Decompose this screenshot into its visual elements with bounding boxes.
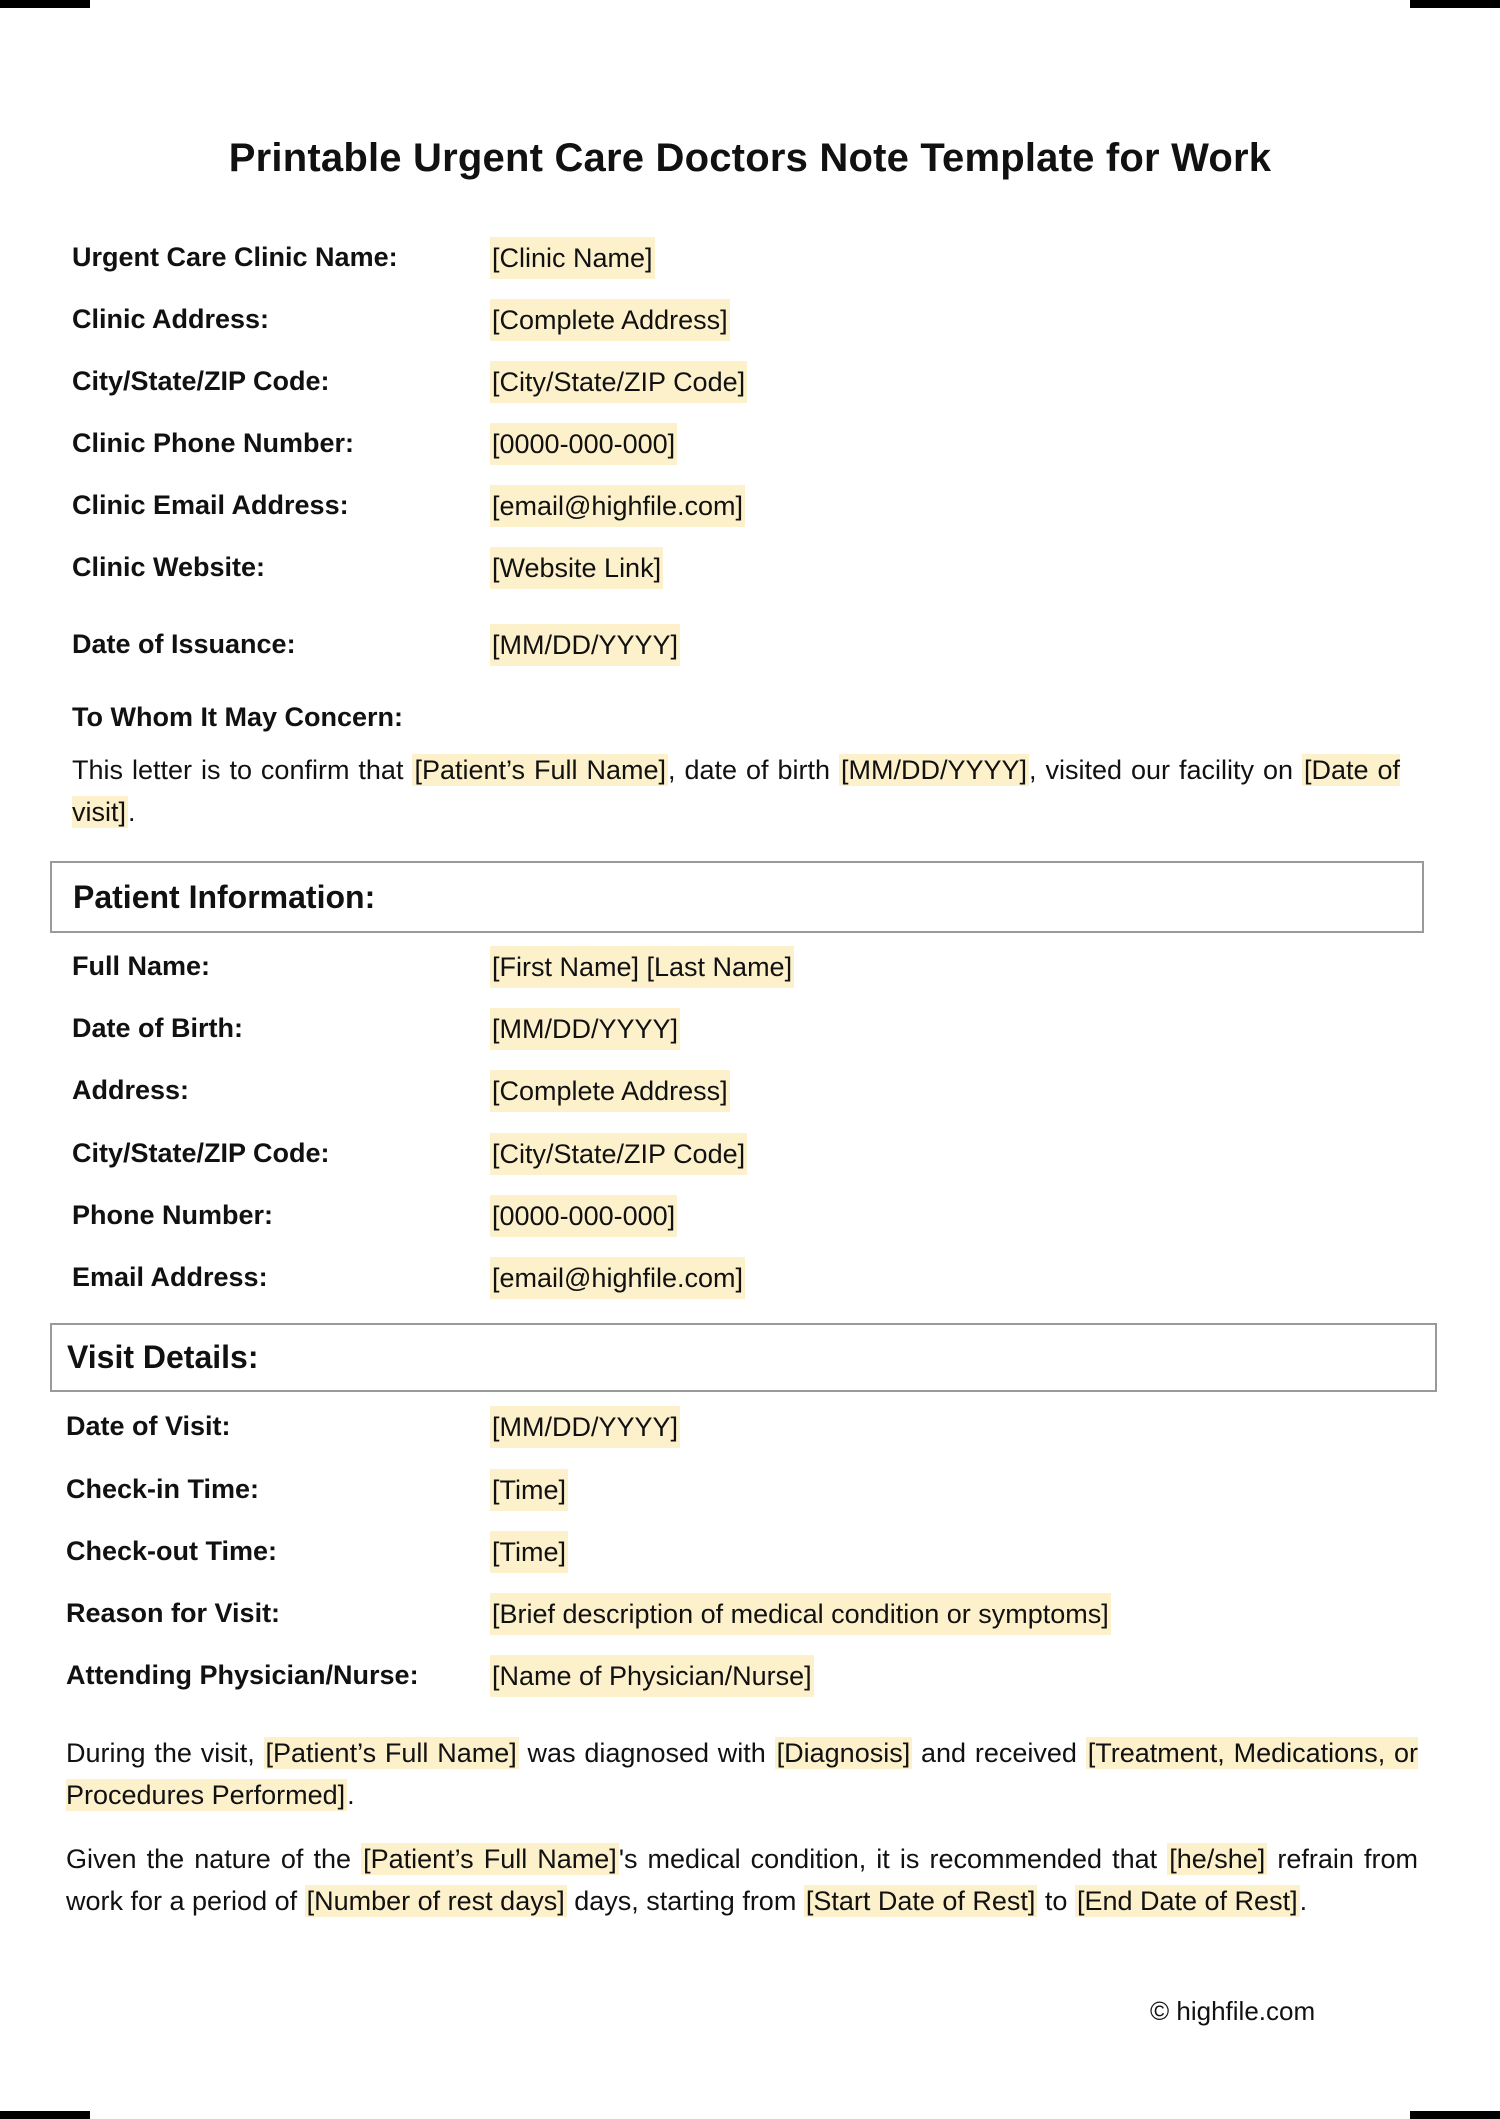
check-in-row [66,1469,1422,1509]
intro-text: This letter is to confirm that [72,755,413,785]
placeholder-patient-name[interactable]: [Patient’s Full Name] [265,1738,517,1768]
field-label: Date of Birth: [72,1013,243,1043]
paragraph-text: refrain from work for a period of [66,1844,1418,1916]
field-label: Check-out Time: [66,1536,278,1566]
placeholder-pronoun[interactable]: [he/she] [1169,1844,1266,1874]
clinic-address-row [72,299,1422,339]
clinic-city-row [72,361,1422,401]
placeholder-treatment[interactable]: [Treatment, Medications, or Procedures Performed] [66,1738,1419,1810]
field-label: Attending Physician/Nurse: [66,1660,419,1690]
field-value[interactable]: [Website Link] [490,547,663,589]
patient-name-row [72,946,1422,986]
placeholder-diagnosis[interactable]: [Diagnosis] [776,1738,911,1768]
intro-text: , date of birth [667,755,839,785]
field-value[interactable]: [Brief description of medical condition or symptoms] [490,1593,1111,1635]
field-value[interactable]: [0000-000-000] [490,423,677,465]
rest-paragraph [66,1838,1418,1922]
field-label: Check-in Time: [66,1474,260,1504]
field-label: Address: [72,1075,190,1105]
diagnosis-paragraph [66,1732,1418,1816]
clinic-email-row [72,485,1422,525]
field-value[interactable]: [Clinic Name] [490,237,655,279]
placeholder-rest-days[interactable]: [Number of rest days] [306,1886,565,1916]
physician-row [66,1655,1422,1695]
field-label: City/State/ZIP Code: [72,1138,330,1168]
field-value[interactable]: [email@highfile.com] [490,1257,745,1299]
field-label: Email Address: [72,1262,268,1292]
document-title: Printable Urgent Care Doctors Note Template for Work [228,136,1272,180]
paragraph-text: was diagnosed with [518,1738,775,1768]
placeholder-patient-name[interactable]: [Patient’s Full Name] [414,755,666,785]
intro-paragraph [72,749,1400,833]
field-label: Full Name: [72,951,211,981]
field-label: Date of Issuance: [72,629,296,659]
field-value[interactable]: [City/State/ZIP Code] [490,1133,747,1175]
field-value[interactable]: [Time] [490,1531,568,1573]
paragraph-text: 's medical condition, it is recommended that [618,1844,1168,1874]
section-heading: Visit Details: [67,1339,259,1375]
corner-mark-top-left [0,0,90,8]
visit-reason-row [66,1593,1422,1633]
field-value[interactable]: [Time] [490,1469,568,1511]
field-label: Clinic Email Address: [72,490,349,520]
field-value[interactable]: [City/State/ZIP Code] [490,361,747,403]
placeholder-dob[interactable]: [MM/DD/YYYY] [840,755,1027,785]
field-label: Clinic Phone Number: [72,428,355,458]
clinic-name-row [72,237,1422,277]
corner-mark-top-right [1410,0,1500,8]
placeholder-start-date[interactable]: [Start Date of Rest] [805,1886,1036,1916]
patient-phone-row [72,1195,1422,1235]
paragraph-text: to [1037,1886,1075,1916]
paragraph-text: . [347,1780,355,1810]
patient-dob-row [72,1008,1422,1048]
intro-text: . [128,797,136,827]
field-label: Reason for Visit: [66,1598,281,1628]
field-value[interactable]: [0000-000-000] [490,1195,677,1237]
field-label: Date of Visit: [66,1411,231,1441]
check-out-row [66,1531,1422,1571]
field-value[interactable]: [Complete Address] [490,1070,730,1112]
field-value[interactable]: [email@highfile.com] [490,485,745,527]
field-label: Clinic Website: [72,552,266,582]
field-value[interactable]: [Name of Physician/Nurse] [490,1655,814,1697]
placeholder-visit-date[interactable]: [Date of visit] [72,755,1400,827]
paragraph-text: and received [912,1738,1086,1768]
field-value[interactable]: [MM/DD/YYYY] [490,1406,680,1448]
field-value[interactable]: [MM/DD/YYYY] [490,624,680,666]
patient-city-row [72,1133,1422,1173]
patient-info-heading-box [50,861,1424,933]
field-value[interactable]: [First Name] [Last Name] [490,946,794,988]
salutation: To Whom It May Concern: [72,702,403,732]
placeholder-end-date[interactable]: [End Date of Rest] [1076,1886,1298,1916]
paragraph-text: . [1299,1886,1308,1916]
field-label: City/State/ZIP Code: [72,366,330,396]
placeholder-patient-name[interactable]: [Patient’s Full Name] [363,1844,617,1874]
paragraph-text: During the visit, [66,1738,264,1768]
clinic-website-row [72,547,1422,587]
section-heading: Patient Information: [73,878,376,915]
field-label: Urgent Care Clinic Name: [72,242,398,272]
clinic-phone-row [72,423,1422,463]
issuance-date-row [72,624,1422,664]
visit-details-heading-box [50,1323,1437,1392]
patient-address-row [72,1070,1422,1110]
footer-copyright: © highfile.com [1150,1996,1316,2026]
field-label: Phone Number: [72,1200,274,1230]
intro-text: , visited our facility on [1029,755,1302,785]
corner-mark-bottom-right [1410,2111,1500,2119]
paragraph-text: Given the nature of the [66,1844,362,1874]
corner-mark-bottom-left [0,2111,90,2119]
field-value[interactable]: [Complete Address] [490,299,730,341]
visit-date-row [66,1406,1422,1446]
field-value[interactable]: [MM/DD/YYYY] [490,1008,680,1050]
field-label: Clinic Address: [72,304,270,334]
patient-email-row [72,1257,1422,1297]
paragraph-text: days, starting from [566,1886,804,1916]
